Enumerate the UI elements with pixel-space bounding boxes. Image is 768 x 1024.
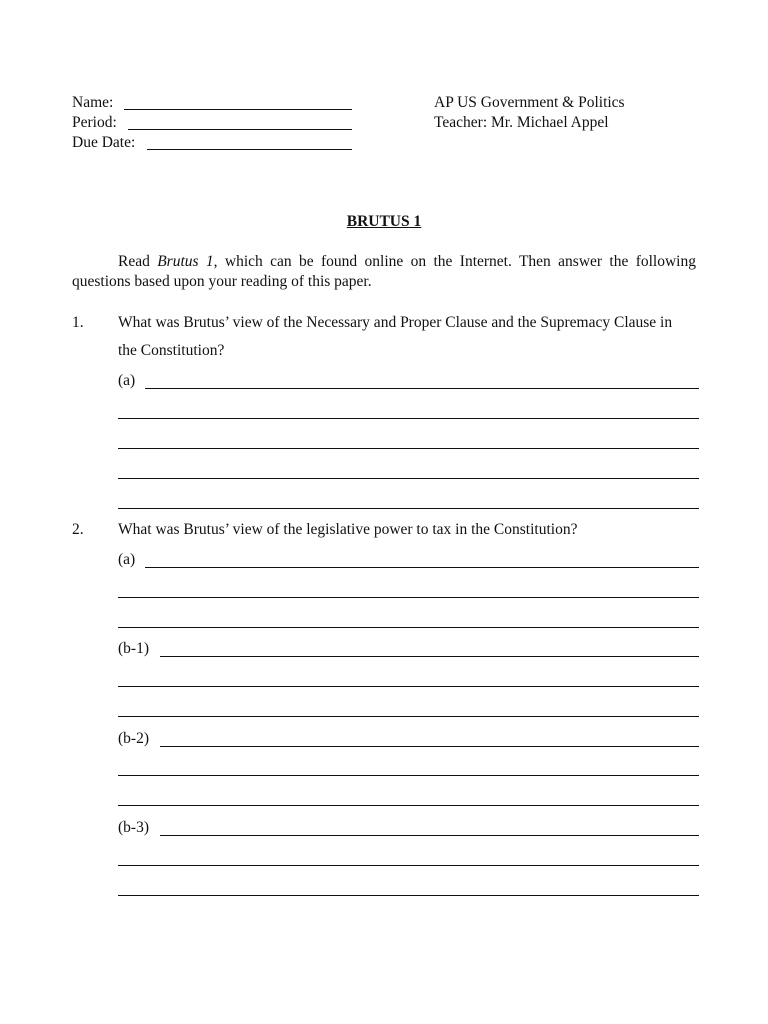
question-2-part-b3-label: (b-3) [118, 819, 149, 836]
answer-line[interactable] [118, 448, 699, 449]
period-blank[interactable] [128, 129, 352, 130]
intro-work-title: Brutus 1 [157, 253, 214, 270]
answer-line[interactable] [118, 418, 699, 419]
name-blank[interactable] [124, 109, 352, 110]
due-date-label: Due Date: [72, 134, 136, 151]
question-1-part-a-label: (a) [118, 372, 136, 389]
answer-line[interactable] [118, 627, 699, 628]
answer-line[interactable] [118, 775, 699, 776]
answer-line[interactable] [118, 805, 699, 806]
intro-rest: , which can be found online on the Internet. Then answer the following [213, 253, 696, 270]
question-2-part-b1-label: (b-1) [118, 640, 149, 657]
intro-paragraph [72, 252, 696, 292]
answer-line[interactable] [118, 508, 699, 509]
answer-line[interactable] [160, 656, 699, 657]
answer-line[interactable] [118, 865, 699, 866]
page-title: BRUTUS 1 [346, 213, 422, 230]
answer-line[interactable] [118, 597, 699, 598]
question-2-part-b2-label: (b-2) [118, 730, 149, 747]
answer-line[interactable] [160, 835, 699, 836]
period-row [72, 113, 135, 133]
answer-line[interactable] [145, 388, 699, 389]
question-1-number: 1. [72, 314, 84, 331]
name-label: Name: [72, 94, 114, 111]
answer-line[interactable] [145, 567, 699, 568]
course-name: AP US Government & Politics [434, 94, 625, 111]
answer-line[interactable] [118, 686, 699, 687]
period-label: Period: [72, 114, 117, 131]
due-date-blank[interactable] [147, 149, 352, 150]
intro-line-2: questions based upon your reading of this paper. [72, 273, 372, 290]
intro-line-1 [72, 252, 696, 272]
student-info [72, 93, 135, 153]
answer-line[interactable] [118, 478, 699, 479]
question-1-text-line-2: the Constitution? [118, 342, 225, 359]
question-2-text: What was Brutus’ view of the legislative power to tax in the Constitution? [118, 521, 578, 538]
intro-read: Read [118, 253, 158, 270]
question-2-part-a-label: (a) [118, 551, 136, 568]
answer-line[interactable] [118, 895, 699, 896]
teacher-name: Teacher: Mr. Michael Appel [434, 114, 609, 131]
name-row [72, 93, 135, 113]
answer-line[interactable] [160, 746, 699, 747]
question-2-number: 2. [72, 521, 84, 538]
due-date-row [72, 133, 135, 153]
question-1-text-line-1: What was Brutus’ view of the Necessary and Proper Clause and the Supremacy Clause in [118, 314, 673, 331]
answer-line[interactable] [118, 716, 699, 717]
course-info [434, 93, 625, 133]
